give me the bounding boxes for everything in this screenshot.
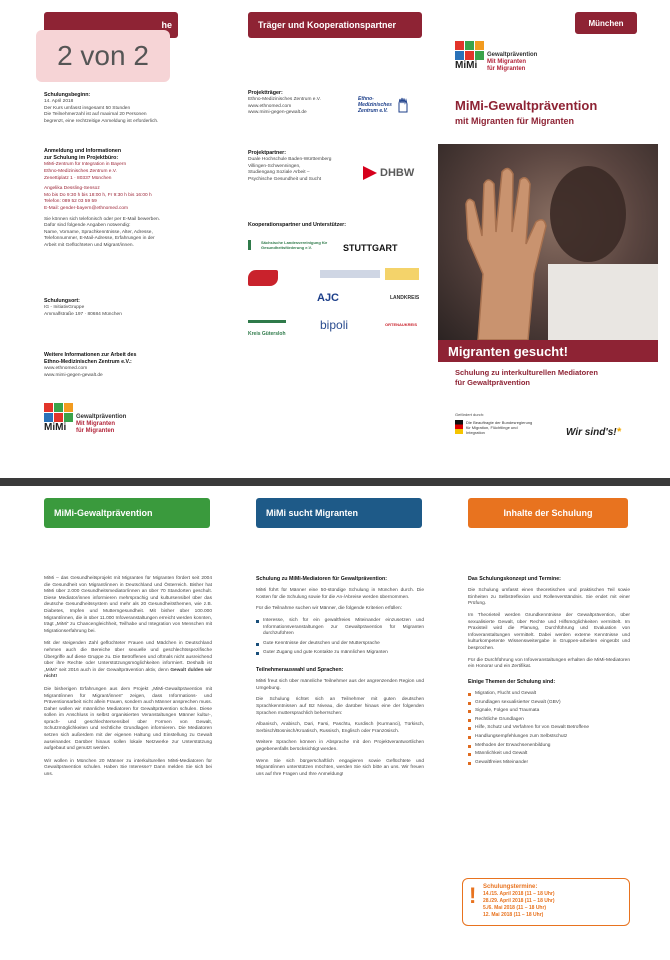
themen-item: Hilfe, Schutz und Verfahren für von Gewalt Betroffene [468,725,630,732]
mimi-gewalt-banner [44,498,210,528]
konzept-paragraph: Im Theorieteil werden Grundkenntnisse der Gewaltprävention, über sexualisierte Gewalt, über Rechte und Hilfsmöglichkeiten vermittelt. Im Praxisteil wird die Planung, Durchführung und Evaluation von Infoveranstaltungen vermittelt. Dabei werden externe Kenntnisse und kulturkompetente Wissensweitergabe in Gruppen-arbeiten eingeübt und besprochen. [468,612,630,651]
partner-logo-bar [320,270,380,278]
termin-item: 12. Mai 2018 (11 – 18 Uhr) [483,912,544,918]
city-badge-text: München [588,18,624,28]
main-title: MiMi-Gewaltprävention [455,98,598,113]
criteria-item: Gute Kenntnisse der deutschen und der Muttersprache [256,641,424,648]
partner-logo-yellow [385,268,419,280]
partner-logo-stuttgart: STUTTGART [343,243,398,253]
mimi-gewalt-banner-text: MiMi-Gewaltprävention [54,508,153,518]
themen-item: Handlungsempfehlungen zum Selbstschutz [468,734,630,741]
projektpartner-line: Duale Hochschule Baden-Württemberg [248,157,332,163]
mimi-logo-sub1: Gewaltprävention [76,414,127,420]
inhalte-banner [468,498,628,528]
anmeldung-body: Name, Vorname, Sprachkenntnisse, Alter, Adresse, [44,229,153,235]
criteria-item: Guter Zugang und gute Kontakte zu männlichen Migranten [256,650,424,657]
dhbw-logo [363,166,414,180]
anmeldung-address: Ethno-Medizinisches Zentrum e.V. [44,169,117,174]
flyer-inner-side [0,486,670,960]
sucht-migranten-banner [256,498,422,528]
emz-logo-line: Medizinisches [358,102,392,108]
projektpartner-line: Villingen-Schwenningen, [248,163,301,169]
themen-item: Signale, Folgen und Traumata [468,708,630,715]
intro-paragraph: Wir wollen in München 20 Männer zu interkulturellen MiMi-Mediatoren für Gewaltprävention schulen. Haben Sie Interesse? Dann melden Sie sich bei uns. [44,758,212,778]
schulungsbeginn-line: begrenzt, eine rechtzeitige Anmeldung ist erforderlich. [44,118,159,124]
schulungsbeginn-line: Der Kurs umfasst insgesamt 50 Stunden [44,105,131,111]
hero-subtitle [455,368,655,388]
ministry-logo [455,420,532,435]
intro-text [44,576,212,779]
konzept-paragraph: Für die Durchführung von Infoveranstaltungen erhalten die MiMi-Mediatoren ein Honorar und ein Zertifikat. [468,657,630,670]
mimi-logo-mark [455,41,484,71]
anmeldung-address: Zenettiplatz 1 · 80337 München [44,175,112,181]
raised-hand-icon [438,144,658,340]
criteria-list [256,618,424,657]
partner-logo-ajc: AJC [317,292,340,304]
projekttraeger-link[interactable]: www.mimi-gegen-gewalt.de [248,110,307,116]
teilnehmer-title: Teilnehmerauswahl und Sprachen: [256,666,344,673]
themen-item: Methoden der Erwachsenenbildung [468,743,630,750]
mimi-logo-sub1: Gewaltprävention [487,52,538,58]
intro-paragraph: MiMi – das Gesundheitsprojekt mit Migranten für Migranten fördert seit 2004 die Gesundheit von Migrant/innen in Deutschland und Österreich. Bisher hat MiMi über 2.000 Gesundheitsmediator/innen an über 70 Standorten geschult. Diese Mediator/innen informieren mehrsprachig und kultursensibel über das deutsche Gesundheitssystem und mehr als 20 Gesundheitsthemen, wie z.B. Diabetes, Impfen und Mutterngesundheit. Mit bisher über 100.000 Migrant/innen, die in über 11.000 Infoveranstaltungen erreicht werden konnten, trägt „MiMi“ zu Chancengleichheit, Teilhabe und Integration von Menschen mit Migrationserfahrung bei. [44,576,212,634]
exclamation-icon: ! [469,883,477,908]
hero-photo [438,144,658,340]
flyer-outer-side [0,0,670,478]
mimi-logo-right [455,38,537,73]
partner-logo-red [248,270,278,286]
termine-box [462,878,630,926]
partner-logo-ortenau: ORTENAUKREIS [385,322,418,327]
top-left-banner-text: he [161,20,172,30]
anmeldung-address: MiMi-Zentrum für Integration in Bayern [44,162,127,168]
photo-caption: Migranten gesucht! [438,340,658,362]
page-count-badge: 2 von 2 [36,30,170,82]
teilnehmer-paragraph: Weitere Sprachen können in Absprache mit den Projektverantwortlichen gegebenenfalls berücksichtigt werden. [256,740,424,752]
mimi-logo-grid [44,403,73,422]
konzept-title: Das Schulungskonzept und Termine: [468,576,561,582]
weitere-info-link[interactable]: www.mimi-gegen-gewalt.de [44,373,103,378]
weitere-info-title: Ethno-Medizinischen Zentrum e.V.: [44,359,132,366]
teilnehmer-paragraph: MiMi freut sich über männliche Teilnehmer aus der angrenzenden Region und Umgebung. [256,679,424,691]
projektpartner-title: Projektpartner: [248,150,286,156]
anmeldung-body: Dafür sind folgende Angaben notwendig: [44,223,131,229]
contact-email[interactable]: E-Mail: gender-bayern@ethnomed.com [44,205,129,211]
schulungsort-line: Ammalfstraße 197 · 80684 München [44,311,122,317]
partner-banner-text: Träger und Kooperationspartner [258,20,397,30]
contact-line: Mo bis Do 9:30 h bis 18:00 h, Fr 9:30 h bis 16:00 h [44,192,152,198]
schulungsort-section [44,298,214,318]
termin-item: 28./29. April 2018 (11 – 18 Uhr) [483,898,555,904]
mimi-logo-left [44,400,126,435]
hero-subtitle-line: für Gewaltprävention [455,378,531,387]
ministry-line: für Migration, Flüchtlinge und [466,425,518,430]
anmeldung-title: zur Schulung im Projektbüro: [44,155,119,162]
mimi-logo-word: MiMi [455,59,478,71]
weitere-info-title: Weitere Informationen zur Arbeit des [44,352,137,358]
themen-item: Grundlagen sexualisierter Gewalt (GBV) [468,700,630,707]
page-separator [0,478,670,486]
sucht-migranten-banner-text: MiMi sucht Migranten [266,508,358,518]
schulungsbeginn-title: Schulungsbeginn: [44,92,91,98]
emz-logo [358,96,410,114]
intro-paragraph-text: Mit der steigenden Zahl geflüchteter Frauen und Mädchen in Deutschland nehmen auch die Bereiche über sexuelle und geschlechtsspezifische Übergriffe auf diese Gruppe zu. Die Betroffenen und oftmals nicht ausreichend über ihre Rechte oder Unterstützungsmöglichkeiten informiert. Deshalb ist „MiMi“ seit 2016 auch in der Gewaltprävention aktiv, denn [44,641,212,673]
top-left-column [0,0,225,478]
hand-icon [396,97,410,113]
contact-line: Telefon: 089 52 03 59 59 [44,199,97,205]
top-middle-column [225,0,435,478]
projekttraeger-line: Ethno-Medizinisches Zentrum e.V. [248,97,321,103]
main-subtitle: mit Migranten für Migranten [455,116,574,126]
dhbw-logo-mark [363,166,377,180]
inhalte-text [468,576,630,766]
intro-paragraph: Die bisherigen Erfahrungen aus dem Projekt „MiMi-Gewaltprävention mit Migrant/innen für Migrant/innen“ zeigen, dass Informations- und Präventionsarbeit nicht allein Frauen, sondern auch Männer ansprechen muss. Daher wollen wir männliche Mediatoren für Gewaltprävention schulen. Diese sollen im Anschluss in selbst organisierten Veranstaltungen Männer kultur-, sprach- und geschlechtersensibel über Formen von Gewalt, Schutzmöglichkeiten und rechtliche Grundlagen informieren. Die Mediatoren setzen sich außerdem mit der eigenen Haltung und Einstellung zu Gewalt auseinander. Darüber hinaus sollen lokale Netzwerke zur Unterstützung aufgebaut und genutzt werden. [44,686,212,752]
emz-logo-line: Ethno- [358,96,374,102]
emz-logo-line: Zentrum e.V. [358,108,388,114]
projekttraeger-title: Projektträger: [248,90,283,96]
themen-list [468,691,630,766]
wirsinds-logo-text: Wir sind's! [566,427,617,438]
partner-logo-saechsische: Sächsische Landesvereinigung für Gesundheitsförderung e.V. [248,240,328,250]
intro-paragraph [44,641,212,681]
partner-logo-bipoli: bipoli [320,318,349,332]
themen-item: Männlichkeit und Gewalt [468,751,630,758]
wirsinds-logo [566,426,621,438]
weitere-info-section [44,352,214,380]
hero-subtitle-line: Schulung zu interkulturellen Mediatoren [455,368,598,377]
partner-logo-landkreis: LANDKREIS [390,295,420,301]
weitere-info-link[interactable]: www.ethnomed.com [44,366,88,372]
schulung-paragraph: Für die Teilnahme suchen wir Männer, die folgende Kriterien erfüllen: [256,606,403,612]
anmeldung-title: Anmeldung und Informationen [44,148,122,154]
projektpartner-line: Psychische Gesundheit und Sucht [248,176,322,182]
teilnehmer-paragraph: Die Schulung richtet sich an Teilnehmer mit guten deutschen Sprachkenntnissen auf B2 Niveau, die darüber hinaus eine der folgenden Sprachen muttersprachlich beherrschen: [256,697,424,716]
criteria-item: Interesse, sich für ein gewaltfreies Miteinander einzusetzen und Informationsveranstaltungen zur Gewaltprävention für Migranten durchzuführen [256,618,424,638]
schulungsort-title: Schulungsort: [44,298,80,304]
city-badge [575,12,637,34]
schulungsbeginn-line: 14. April 2018 [44,99,74,105]
mimi-logo-mark [44,403,73,433]
konzept-paragraph: Die Schulung umfasst einen theoretischen und praktischen Teil sowie Einheiten zu Selbstreflexion und Rollenverständnis. Sie endet mit einer Prüfung. [468,588,630,607]
ministry-line: Integration [466,430,485,435]
mimi-logo-grid [455,41,484,60]
teilnehmer-paragraph: Wenn Sie sich bürgerschaftlich engagieren sowie Geflüchtete und Migrant/innen unterstützen möchten, werden Sie sich bitte an uns. Wir freuen uns auf Ihre Fragen und Ihre Anmeldung! [256,758,424,777]
partner-logo-guetersloh: Kreis Gütersloh [248,320,286,337]
mimi-logo-sub2: Mit Migranten [487,59,526,65]
gefoerdert-label: Gefördert durch: [455,412,485,417]
themen-item: Gewaltfreies Miteinander [468,760,630,767]
anmeldung-body: Sie können sich telefonisch oder per E-Mail bewerben. [44,216,160,222]
anmeldung-body: Telefonnummer, E-Mail-Adresse, Erfahrungen in der [44,236,155,242]
projekttraeger-section [248,90,358,117]
federal-eagle-icon [455,420,463,434]
partner-banner [248,12,422,38]
mimi-logo-subtitle [487,52,537,73]
themen-title: Einige Themen der Schulung sind: [468,678,556,685]
teilnehmer-paragraph: Albanisch, Arabisch, Dari, Farsi, Paschtu, Kurdisch (Kurmanci), Türkisch, Serbisch/Bosnisch/Kroatisch, Russisch, Englisch oder Französisch. [256,722,424,734]
anmeldung-section [44,148,216,250]
schulungsbeginn-section [44,92,214,126]
dhbw-logo-text: DHBW [380,167,415,179]
mimi-logo-sub3: für Migranten [76,428,115,434]
sucht-migranten-text [256,576,424,778]
projekttraeger-link[interactable]: www.ethnomed.com [248,103,292,109]
schulungsort-line: IG - InitiativGruppe [44,305,85,311]
schulungsbeginn-line: Die Teilnehmerzahl ist auf maximal 20 Personen [44,112,147,118]
themen-item: Rechtliche Grundlagen [468,717,630,724]
termin-item: 5./6. Mai 2018 (11 – 18 Uhr) [483,905,547,911]
projektpartner-section [248,150,368,184]
ministry-line: Die Beauftragte der Bundesregierung [466,420,533,425]
termine-title: Schulungstermine: [483,884,538,890]
contact-line: Angelika Dessling-Sensoz [44,186,100,192]
kooperation-title: Kooperationspartner und Unterstützer: [248,222,346,228]
anmeldung-body: Arbeit mit Geflüchteten und Migrant/innen. [44,242,134,248]
schulung-paragraph: MiMi führt für Männer eine 50-stündige Schulung in München durch. Die Kosten für die Schulung sowie für die An-/Abreise werden übernommen. [256,588,424,600]
mimi-logo-word: MiMi [44,421,67,433]
themen-item: Migration, Flucht und Gewalt [468,691,630,698]
star-icon: * [616,426,621,438]
mimi-logo-subtitle [76,414,126,435]
termin-item: 14./15. April 2018 (11 – 18 Uhr) [483,891,555,897]
mimi-logo-sub2: Mit Migranten [76,421,115,427]
mimi-logo-sub3: für Migranten [487,66,526,72]
inhalte-banner-text: Inhalte der Schulung [503,508,593,518]
intro-emphasis: Gewalt dulden wir nicht! [44,667,213,680]
schulung-title: Schulung zu MiMi-Mediatoren für Gewaltprävention: [256,576,387,582]
projektpartner-line: Studiengang Soziale Arbeit – [248,170,310,176]
